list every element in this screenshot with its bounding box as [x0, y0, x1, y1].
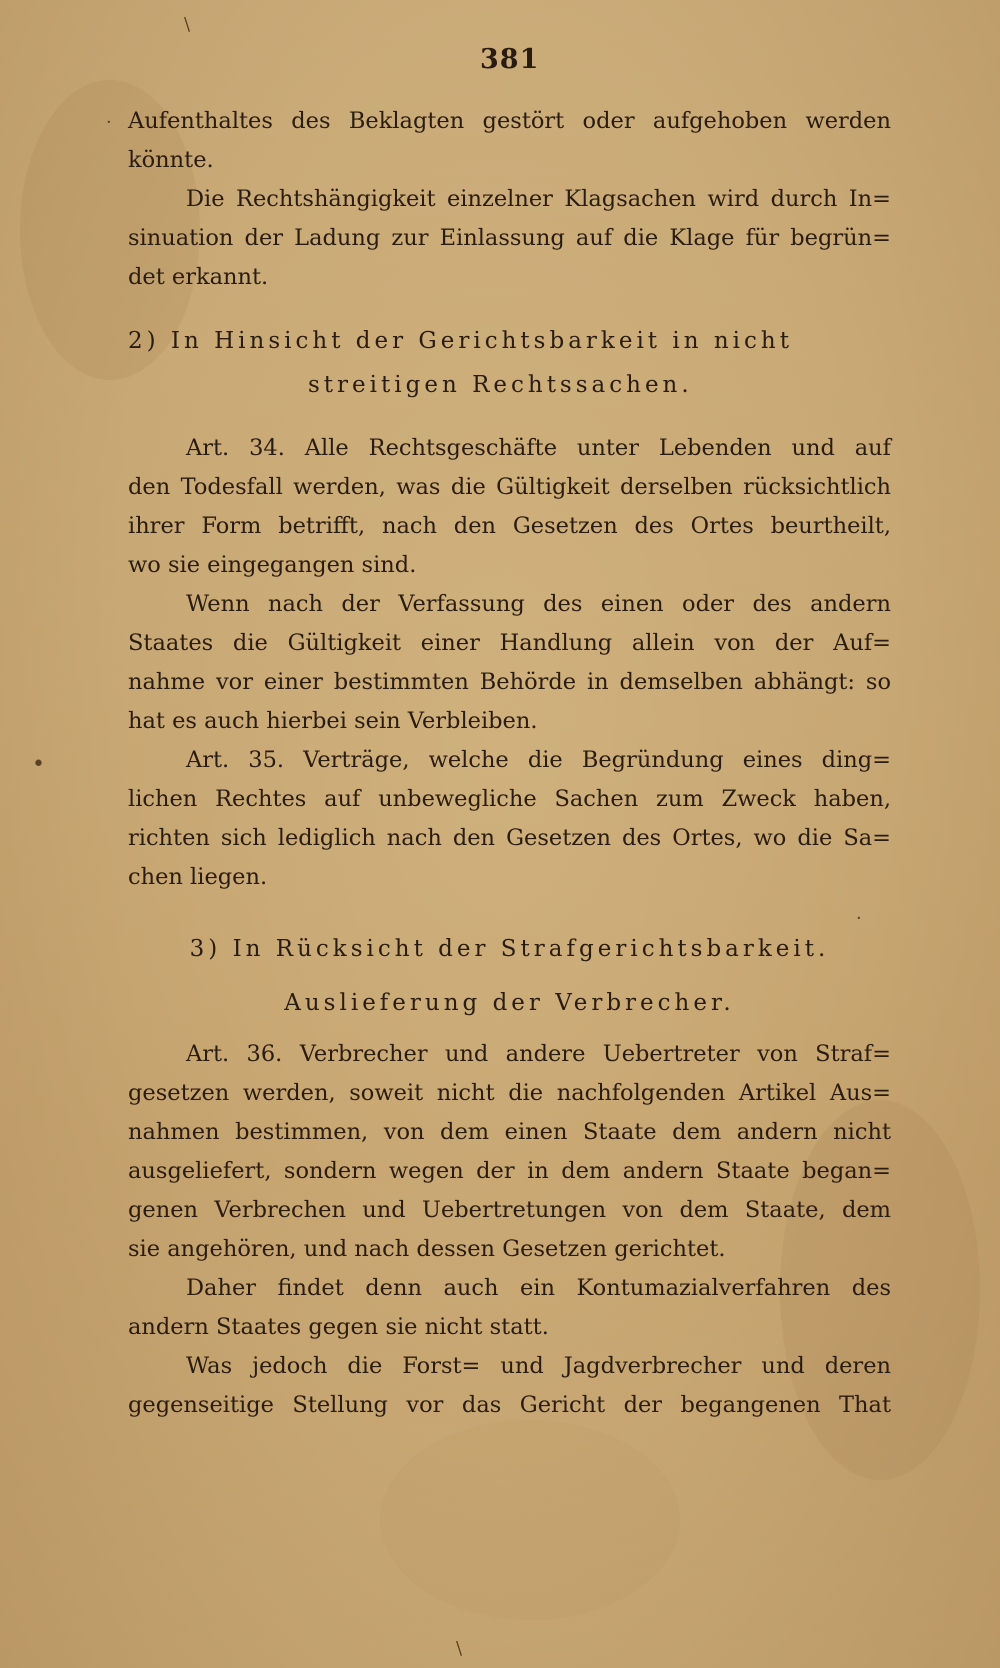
paper-stain: [380, 1420, 680, 1620]
text-line: Aufenthaltes des Beklagten gestört oder aufgehoben werden: [128, 108, 891, 134]
ink-speck: \: [456, 1638, 463, 1659]
article-line: Art. 36. Verbrecher und andere Uebertreter von Straf=: [186, 1041, 891, 1067]
text-line: hat es auch hierbei sein Verbleiben.: [128, 708, 538, 734]
text-line: richten sich lediglich nach den Gesetzen des Ortes, wo die Sa=: [128, 825, 891, 851]
text-line: chen liegen.: [128, 864, 268, 890]
text-line: wo sie eingegangen sind.: [128, 552, 417, 578]
text-line: ihrer Form betrifft, nach den Gesetzen des Ortes beurtheilt,: [128, 513, 891, 539]
text-line: sinuation der Ladung zur Einlassung auf die Klage für begrün=: [128, 225, 891, 251]
text-line: gesetzen werden, soweit nicht die nachfolgenden Artikel Aus=: [128, 1080, 891, 1106]
text-line: nahmen bestimmen, von dem einen Staate dem andern nicht: [128, 1119, 891, 1145]
article-line: Art. 34. Alle Rechtsgeschäfte unter Lebenden und auf: [186, 435, 891, 461]
subsection-heading: Auslieferung der Verbrecher.: [284, 990, 735, 1016]
section-heading: 3) In Rücksicht der Strafgerichtsbarkeit.: [189, 936, 830, 962]
ink-speck: ·: [106, 112, 112, 133]
text-line: Was jedoch die Forst= und Jagdverbrecher und deren: [186, 1353, 891, 1379]
text-line: lichen Rechtes auf unbewegliche Sachen zum Zweck haben,: [128, 786, 891, 812]
text-body: [128, 102, 891, 1425]
text-line: det erkannt.: [128, 264, 269, 290]
section-heading: 2) In Hinsicht der Gerichtsbarkeit in nicht: [128, 328, 793, 354]
text-line: den Todesfall werden, was die Gültigkeit derselben rücksichtlich: [128, 474, 891, 500]
text-line: nahme vor einer bestimmten Behörde in demselben abhängt: so: [128, 669, 891, 695]
text-line: Die Rechtshängigkeit einzelner Klagsachen wird durch In=: [186, 186, 891, 212]
text-line: Staates die Gültigkeit einer Handlung allein von der Auf=: [128, 630, 891, 656]
text-line: Daher findet denn auch ein Kontumazialverfahren des: [186, 1275, 891, 1301]
ink-speck: •: [32, 752, 45, 777]
text-line: Wenn nach der Verfassung des einen oder des andern: [186, 591, 891, 617]
text-line: gegenseitige Stellung vor das Gericht der begangenen That: [128, 1392, 891, 1418]
ink-speck: \: [184, 14, 191, 35]
text-line: genen Verbrechen und Uebertretungen von dem Staate, dem: [128, 1197, 891, 1223]
article-line: Art. 35. Verträge, welche die Begründung eines ding=: [186, 747, 891, 773]
page-number: 381: [480, 44, 540, 75]
text-line: könnte.: [128, 147, 214, 173]
text-line: andern Staates gegen sie nicht statt.: [128, 1314, 549, 1340]
text-line: sie angehören, und nach dessen Gesetzen gerichtet.: [128, 1236, 726, 1262]
section-heading: streitigen Rechtssachen.: [308, 372, 693, 398]
text-line: ausgeliefert, sondern wegen der in dem andern Staate began=: [128, 1158, 891, 1184]
ink-speck: ·: [856, 908, 862, 929]
